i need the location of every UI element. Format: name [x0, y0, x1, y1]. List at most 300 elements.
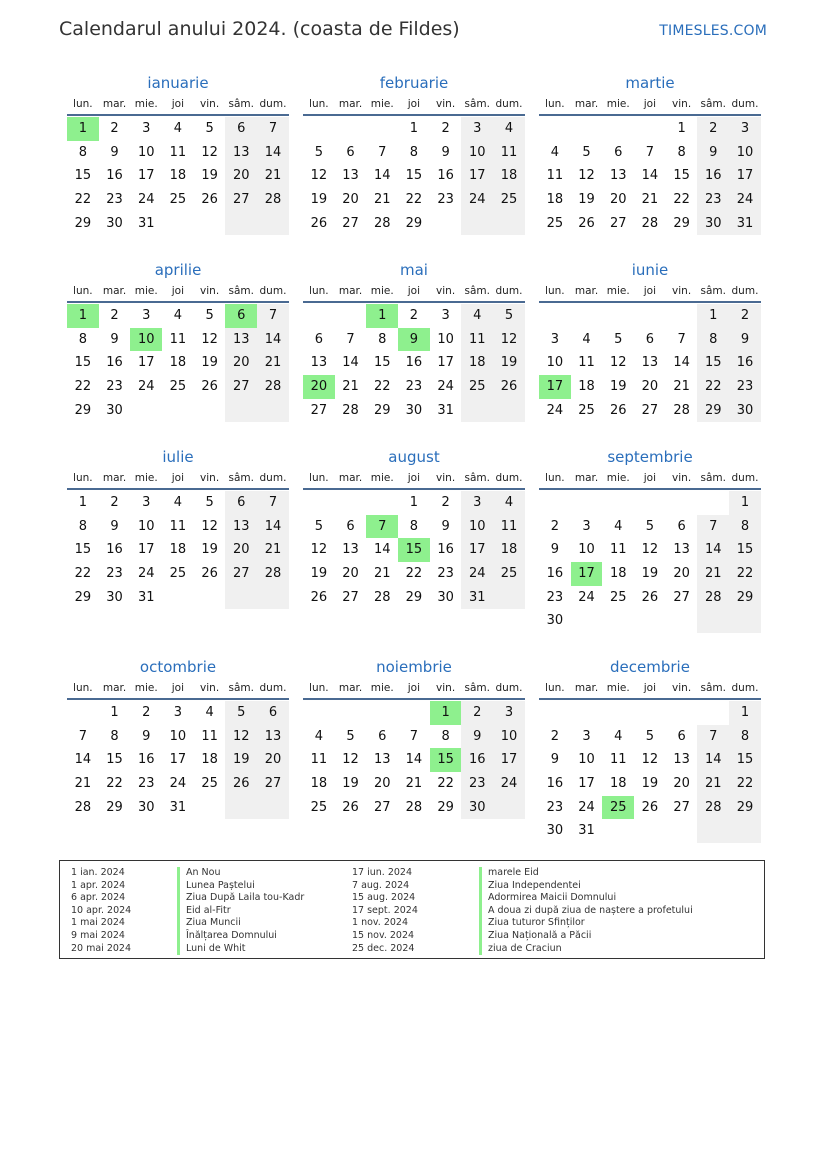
day-cell[interactable]: 19: [578, 192, 595, 208]
day-cell[interactable]: 23: [546, 799, 564, 815]
day-cell[interactable]: 7: [378, 144, 387, 160]
day-cell[interactable]: 29: [405, 589, 423, 605]
day-cell[interactable]: 7: [346, 331, 355, 347]
day-cell[interactable]: 5: [314, 518, 323, 534]
day-cell[interactable]: 18: [493, 164, 525, 188]
day-cell[interactable]: 20: [673, 566, 690, 582]
day-cell[interactable]: 18: [169, 542, 187, 558]
day-cell[interactable]: 30: [546, 613, 564, 629]
day-cell[interactable]: 1: [409, 495, 419, 510]
day-cell[interactable]: 22: [373, 379, 391, 395]
day-cell[interactable]: 12: [310, 542, 328, 558]
day-cell[interactable]: 21: [257, 164, 289, 188]
day-cell[interactable]: 26: [641, 589, 659, 605]
day-cell[interactable]: 8: [110, 728, 119, 744]
day-cell[interactable]: 24: [137, 192, 155, 208]
day-cell[interactable]: 20: [225, 351, 257, 375]
day-cell[interactable]: 30: [106, 589, 123, 605]
day-cell[interactable]: 24: [493, 772, 525, 796]
day-cell[interactable]: 30: [137, 799, 155, 815]
day-cell[interactable]: 4: [614, 728, 623, 744]
day-cell[interactable]: 18: [169, 168, 187, 184]
day-cell[interactable]: 18: [546, 192, 564, 208]
day-cell[interactable]: 4: [205, 705, 214, 720]
day-cell[interactable]: 29: [405, 215, 423, 231]
day-cell[interactable]: 22: [697, 375, 729, 399]
day-cell[interactable]: 2: [441, 121, 450, 136]
day-cell[interactable]: 26: [342, 799, 359, 815]
day-cell[interactable]: 30: [405, 402, 423, 418]
day-cell[interactable]: 23: [137, 776, 155, 792]
day-cell[interactable]: 6: [614, 144, 623, 160]
day-cell[interactable]: 16: [405, 355, 423, 371]
day-cell[interactable]: 5: [493, 304, 525, 328]
day-cell[interactable]: 6: [257, 701, 289, 725]
day-cell[interactable]: 8: [409, 144, 419, 160]
day-cell[interactable]: 11: [493, 141, 525, 165]
day-cell[interactable]: 11: [310, 752, 328, 768]
day-cell[interactable]: 24: [169, 776, 187, 792]
day-cell[interactable]: 14: [697, 538, 729, 562]
day-cell[interactable]: 28: [74, 799, 92, 815]
day-cell[interactable]: 4: [582, 331, 591, 347]
day-cell[interactable]: 11: [578, 355, 595, 371]
day-cell[interactable]: 9: [441, 518, 450, 534]
day-cell[interactable]: 12: [225, 725, 257, 749]
day-cell[interactable]: 7: [697, 725, 729, 749]
day-cell[interactable]: 22: [74, 192, 92, 208]
day-cell[interactable]: 9: [110, 518, 119, 534]
day-cell[interactable]: 2: [441, 495, 450, 510]
day-cell[interactable]: 22: [673, 192, 690, 208]
day-cell[interactable]: 14: [405, 752, 423, 768]
day-cell[interactable]: 28: [373, 215, 391, 231]
day-cell[interactable]: 14: [641, 168, 659, 184]
day-cell[interactable]: 19: [201, 168, 218, 184]
day-cell[interactable]: 24: [578, 589, 595, 605]
day-cell[interactable]: 31: [437, 402, 454, 418]
day-cell[interactable]: 6: [314, 331, 323, 347]
day-cell[interactable]: 14: [257, 328, 289, 352]
day-cell[interactable]: 21: [74, 776, 92, 792]
day-cell[interactable]: 4: [550, 144, 559, 160]
day-cell[interactable]: 2: [142, 705, 151, 720]
day-cell[interactable]: 21: [342, 379, 359, 395]
day-cell[interactable]: 13: [609, 168, 627, 184]
day-cell[interactable]: 5: [205, 121, 214, 136]
day-cell[interactable]: 23: [697, 188, 729, 212]
day-cell[interactable]: 19: [342, 776, 359, 792]
day-cell[interactable]: 1: [729, 701, 761, 725]
day-cell[interactable]: 2: [550, 518, 559, 534]
day-cell[interactable]: 20: [673, 776, 690, 792]
day-cell[interactable]: 30: [437, 589, 454, 605]
day-cell[interactable]: 5: [346, 728, 355, 744]
day-cell[interactable]: 22: [74, 566, 92, 582]
day-cell[interactable]: 9: [110, 144, 119, 160]
day-cell[interactable]: 26: [609, 402, 627, 418]
day-cell[interactable]: 18: [609, 776, 627, 792]
day-cell[interactable]: 4: [173, 495, 183, 510]
day-cell[interactable]: 17: [137, 355, 155, 371]
day-cell[interactable]: 17: [571, 562, 603, 586]
day-cell[interactable]: 29: [74, 215, 92, 231]
day-cell[interactable]: 15: [405, 168, 423, 184]
day-cell[interactable]: 10: [137, 518, 155, 534]
day-cell[interactable]: 9: [110, 331, 119, 347]
day-cell[interactable]: 15: [373, 355, 391, 371]
day-cell[interactable]: 26: [201, 192, 218, 208]
day-cell[interactable]: 19: [493, 351, 525, 375]
day-cell[interactable]: 14: [373, 168, 391, 184]
day-cell[interactable]: 22: [405, 566, 423, 582]
day-cell[interactable]: 1: [67, 117, 99, 141]
day-cell[interactable]: 28: [342, 402, 359, 418]
day-cell[interactable]: 20: [303, 375, 335, 399]
day-cell[interactable]: 21: [697, 772, 729, 796]
day-cell[interactable]: 28: [641, 215, 659, 231]
day-cell[interactable]: 21: [405, 776, 423, 792]
day-cell[interactable]: 9: [697, 141, 729, 165]
day-cell[interactable]: 12: [578, 168, 595, 184]
day-cell[interactable]: 20: [342, 566, 359, 582]
day-cell[interactable]: 5: [582, 144, 591, 160]
day-cell[interactable]: 27: [609, 215, 627, 231]
day-cell[interactable]: 14: [74, 752, 92, 768]
day-cell[interactable]: 15: [729, 748, 761, 772]
day-cell[interactable]: 8: [729, 725, 761, 749]
day-cell[interactable]: 22: [106, 776, 123, 792]
day-cell[interactable]: 15: [74, 542, 92, 558]
day-cell[interactable]: 10: [578, 752, 595, 768]
day-cell[interactable]: 12: [342, 752, 359, 768]
day-cell[interactable]: 19: [310, 566, 328, 582]
day-cell[interactable]: 29: [437, 799, 454, 815]
day-cell[interactable]: 10: [437, 331, 454, 347]
day-cell[interactable]: 7: [677, 331, 686, 347]
day-cell[interactable]: 25: [609, 589, 627, 605]
day-cell[interactable]: 10: [169, 728, 187, 744]
day-cell[interactable]: 16: [729, 351, 761, 375]
day-cell[interactable]: 27: [257, 772, 289, 796]
day-cell[interactable]: 28: [373, 589, 391, 605]
day-cell[interactable]: 23: [437, 566, 454, 582]
day-cell[interactable]: 6: [346, 518, 355, 534]
day-cell[interactable]: 12: [609, 355, 627, 371]
day-cell[interactable]: 25: [169, 566, 187, 582]
day-cell[interactable]: 7: [366, 515, 398, 539]
day-cell[interactable]: 11: [169, 331, 187, 347]
day-cell[interactable]: 4: [493, 117, 525, 141]
day-cell[interactable]: 2: [110, 121, 119, 136]
day-cell[interactable]: 2: [550, 728, 559, 744]
day-cell[interactable]: 14: [257, 515, 289, 539]
day-cell[interactable]: 4: [173, 308, 183, 323]
day-cell[interactable]: 27: [673, 589, 690, 605]
day-cell[interactable]: 6: [677, 728, 686, 744]
day-cell[interactable]: 10: [461, 141, 493, 165]
day-cell[interactable]: 12: [641, 542, 659, 558]
day-cell[interactable]: 3: [173, 705, 183, 720]
day-cell[interactable]: 7: [645, 144, 655, 160]
day-cell[interactable]: 20: [373, 776, 391, 792]
day-cell[interactable]: 6: [378, 728, 387, 744]
day-cell[interactable]: 30: [461, 796, 493, 820]
day-cell[interactable]: 19: [609, 379, 627, 395]
day-cell[interactable]: 19: [201, 355, 218, 371]
day-cell[interactable]: 13: [257, 725, 289, 749]
day-cell[interactable]: 29: [74, 589, 92, 605]
day-cell[interactable]: 10: [578, 542, 595, 558]
day-cell[interactable]: 24: [461, 562, 493, 586]
day-cell[interactable]: 20: [257, 748, 289, 772]
day-cell[interactable]: 25: [493, 188, 525, 212]
day-cell[interactable]: 8: [78, 518, 87, 534]
day-cell[interactable]: 8: [78, 331, 87, 347]
day-cell[interactable]: 7: [257, 117, 289, 141]
day-cell[interactable]: 8: [697, 328, 729, 352]
day-cell[interactable]: 7: [409, 728, 419, 744]
day-cell[interactable]: 30: [697, 212, 729, 236]
day-cell[interactable]: 6: [645, 331, 655, 347]
day-cell[interactable]: 5: [645, 728, 655, 744]
day-cell[interactable]: 1: [729, 491, 761, 515]
day-cell[interactable]: 17: [729, 164, 761, 188]
day-cell[interactable]: 19: [641, 776, 659, 792]
day-cell[interactable]: 10: [461, 515, 493, 539]
day-cell[interactable]: 4: [173, 121, 183, 136]
day-cell[interactable]: 28: [257, 562, 289, 586]
day-cell[interactable]: 26: [310, 589, 328, 605]
day-cell[interactable]: 8: [78, 144, 87, 160]
day-cell[interactable]: 7: [257, 491, 289, 515]
day-cell[interactable]: 20: [225, 538, 257, 562]
day-cell[interactable]: 19: [225, 748, 257, 772]
day-cell[interactable]: 11: [493, 515, 525, 539]
day-cell[interactable]: 7: [257, 304, 289, 328]
day-cell[interactable]: 20: [641, 379, 659, 395]
day-cell[interactable]: 7: [697, 515, 729, 539]
day-cell[interactable]: 5: [225, 701, 257, 725]
day-cell[interactable]: 12: [201, 331, 218, 347]
day-cell[interactable]: 13: [373, 752, 391, 768]
day-cell[interactable]: 29: [729, 796, 761, 820]
day-cell[interactable]: 27: [225, 562, 257, 586]
day-cell[interactable]: 13: [673, 542, 690, 558]
day-cell[interactable]: 21: [373, 192, 391, 208]
day-cell[interactable]: 28: [697, 586, 729, 610]
day-cell[interactable]: 14: [373, 542, 391, 558]
day-cell[interactable]: 17: [437, 355, 454, 371]
day-cell[interactable]: 3: [550, 331, 559, 347]
day-cell[interactable]: 12: [641, 752, 659, 768]
day-cell[interactable]: 1: [110, 705, 119, 720]
day-cell[interactable]: 12: [201, 518, 218, 534]
day-cell[interactable]: 1: [409, 121, 419, 136]
day-cell[interactable]: 27: [310, 402, 328, 418]
day-cell[interactable]: 22: [74, 379, 92, 395]
day-cell[interactable]: 27: [641, 402, 659, 418]
day-cell[interactable]: 24: [546, 402, 564, 418]
day-cell[interactable]: 8: [441, 728, 450, 744]
day-cell[interactable]: 14: [342, 355, 359, 371]
day-cell[interactable]: 29: [106, 799, 123, 815]
day-cell[interactable]: 22: [437, 776, 454, 792]
day-cell[interactable]: 8: [677, 144, 686, 160]
day-cell[interactable]: 26: [578, 215, 595, 231]
day-cell[interactable]: 20: [342, 192, 359, 208]
day-cell[interactable]: 6: [225, 491, 257, 515]
day-cell[interactable]: 11: [201, 728, 218, 744]
day-cell[interactable]: 8: [409, 518, 419, 534]
day-cell[interactable]: 23: [437, 192, 454, 208]
day-cell[interactable]: 6: [346, 144, 355, 160]
day-cell[interactable]: 15: [74, 168, 92, 184]
day-cell[interactable]: 11: [461, 328, 493, 352]
day-cell[interactable]: 28: [257, 375, 289, 399]
day-cell[interactable]: 7: [78, 728, 87, 744]
day-cell[interactable]: 28: [673, 402, 690, 418]
day-cell[interactable]: 16: [461, 748, 493, 772]
day-cell[interactable]: 12: [201, 144, 218, 160]
day-cell[interactable]: 26: [641, 799, 659, 815]
day-cell[interactable]: 21: [373, 566, 391, 582]
day-cell[interactable]: 10: [493, 725, 525, 749]
day-cell[interactable]: 24: [437, 379, 454, 395]
site-link[interactable]: TIMESLES.COM: [659, 23, 767, 39]
day-cell[interactable]: 18: [493, 538, 525, 562]
day-cell[interactable]: 13: [225, 515, 257, 539]
day-cell[interactable]: 22: [729, 562, 761, 586]
day-cell[interactable]: 9: [550, 752, 559, 768]
day-cell[interactable]: 23: [106, 192, 123, 208]
day-cell[interactable]: 3: [461, 491, 493, 515]
day-cell[interactable]: 1: [366, 304, 398, 328]
day-cell[interactable]: 11: [169, 518, 187, 534]
day-cell[interactable]: 26: [225, 772, 257, 796]
day-cell[interactable]: 25: [310, 799, 328, 815]
day-cell[interactable]: 24: [461, 188, 493, 212]
day-cell[interactable]: 15: [673, 168, 690, 184]
day-cell[interactable]: 11: [609, 752, 627, 768]
day-cell[interactable]: 8: [378, 331, 387, 347]
day-cell[interactable]: 14: [673, 355, 690, 371]
day-cell[interactable]: 13: [342, 168, 359, 184]
day-cell[interactable]: 17: [137, 168, 155, 184]
day-cell[interactable]: 3: [582, 728, 591, 744]
day-cell[interactable]: 2: [729, 304, 761, 328]
day-cell[interactable]: 19: [201, 542, 218, 558]
day-cell[interactable]: 28: [257, 188, 289, 212]
day-cell[interactable]: 23: [106, 566, 123, 582]
day-cell[interactable]: 31: [461, 586, 493, 610]
day-cell[interactable]: 4: [614, 518, 623, 534]
day-cell[interactable]: 9: [729, 328, 761, 352]
day-cell[interactable]: 21: [641, 192, 659, 208]
day-cell[interactable]: 8: [729, 515, 761, 539]
day-cell[interactable]: 27: [673, 799, 690, 815]
day-cell[interactable]: 9: [550, 542, 559, 558]
day-cell[interactable]: 1: [677, 121, 686, 136]
day-cell[interactable]: 24: [137, 566, 155, 582]
day-cell[interactable]: 25: [546, 215, 564, 231]
day-cell[interactable]: 5: [314, 144, 323, 160]
day-cell[interactable]: 29: [74, 402, 92, 418]
day-cell[interactable]: 27: [225, 375, 257, 399]
day-cell[interactable]: 23: [106, 379, 123, 395]
day-cell[interactable]: 2: [409, 308, 419, 323]
day-cell[interactable]: 12: [310, 168, 328, 184]
day-cell[interactable]: 13: [342, 542, 359, 558]
day-cell[interactable]: 17: [169, 752, 187, 768]
day-cell[interactable]: 23: [405, 379, 423, 395]
day-cell[interactable]: 31: [578, 823, 595, 839]
day-cell[interactable]: 11: [169, 144, 187, 160]
day-cell[interactable]: 15: [74, 355, 92, 371]
day-cell[interactable]: 25: [578, 402, 595, 418]
day-cell[interactable]: 3: [729, 117, 761, 141]
day-cell[interactable]: 4: [493, 491, 525, 515]
day-cell[interactable]: 20: [225, 164, 257, 188]
day-cell[interactable]: 1: [697, 304, 729, 328]
day-cell[interactable]: 6: [225, 304, 257, 328]
day-cell[interactable]: 18: [609, 566, 627, 582]
day-cell[interactable]: 23: [461, 772, 493, 796]
day-cell[interactable]: 16: [106, 355, 123, 371]
day-cell[interactable]: 12: [493, 328, 525, 352]
day-cell[interactable]: 15: [697, 351, 729, 375]
day-cell[interactable]: 15: [398, 538, 430, 562]
day-cell[interactable]: 27: [342, 215, 359, 231]
day-cell[interactable]: 3: [142, 495, 151, 510]
day-cell[interactable]: 17: [137, 542, 155, 558]
day-cell[interactable]: 30: [106, 215, 123, 231]
day-cell[interactable]: 27: [225, 188, 257, 212]
day-cell[interactable]: 13: [225, 141, 257, 165]
day-cell[interactable]: 16: [546, 566, 564, 582]
day-cell[interactable]: 6: [677, 518, 686, 534]
day-cell[interactable]: 18: [169, 355, 187, 371]
day-cell[interactable]: 29: [373, 402, 391, 418]
day-cell[interactable]: 23: [546, 589, 564, 605]
day-cell[interactable]: 22: [405, 192, 423, 208]
day-cell[interactable]: 4: [314, 728, 323, 744]
day-cell[interactable]: 3: [582, 518, 591, 534]
day-cell[interactable]: 16: [437, 542, 454, 558]
day-cell[interactable]: 1: [430, 701, 462, 725]
day-cell[interactable]: 29: [697, 399, 729, 423]
day-cell[interactable]: 2: [110, 308, 119, 323]
day-cell[interactable]: 16: [437, 168, 454, 184]
day-cell[interactable]: 24: [729, 188, 761, 212]
day-cell[interactable]: 17: [461, 538, 493, 562]
day-cell[interactable]: 18: [201, 752, 218, 768]
day-cell[interactable]: 15: [430, 748, 462, 772]
day-cell[interactable]: 28: [697, 796, 729, 820]
day-cell[interactable]: 16: [697, 164, 729, 188]
day-cell[interactable]: 28: [405, 799, 423, 815]
day-cell[interactable]: 25: [602, 796, 634, 820]
day-cell[interactable]: 30: [106, 402, 123, 418]
day-cell[interactable]: 4: [461, 304, 493, 328]
day-cell[interactable]: 2: [461, 701, 493, 725]
day-cell[interactable]: 5: [205, 495, 214, 510]
day-cell[interactable]: 10: [729, 141, 761, 165]
day-cell[interactable]: 24: [578, 799, 595, 815]
day-cell[interactable]: 10: [137, 144, 155, 160]
day-cell[interactable]: 13: [673, 752, 690, 768]
day-cell[interactable]: 31: [137, 215, 155, 231]
